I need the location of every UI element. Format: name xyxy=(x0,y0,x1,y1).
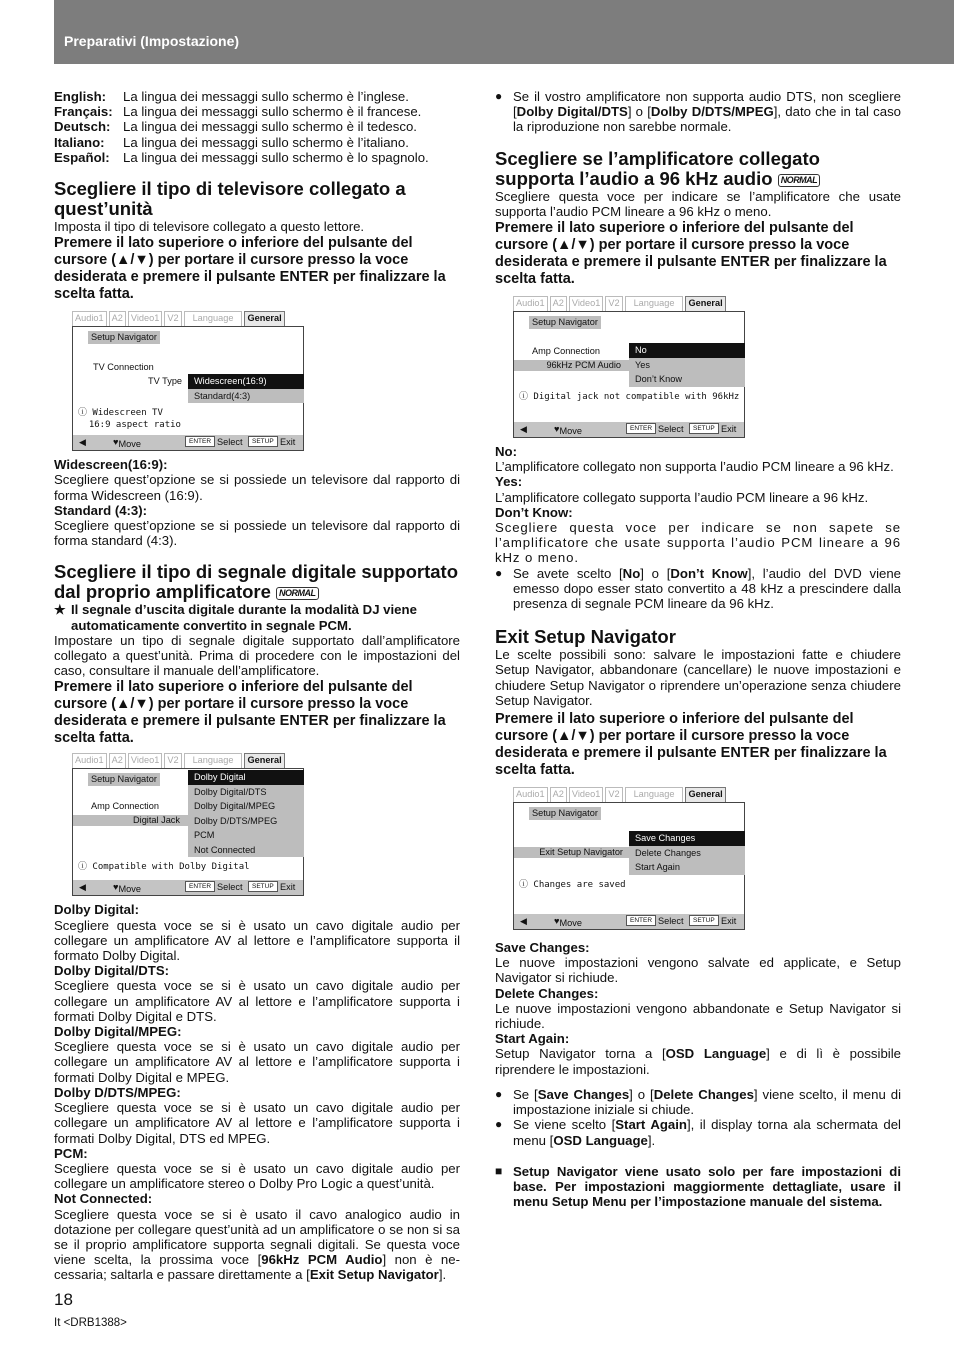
header-bar xyxy=(54,0,954,64)
page-number: 18 xyxy=(54,1290,73,1309)
exit-heading: Exit Setup Navigator xyxy=(495,626,676,648)
osd-tv-screen: Audio1 A2 Video1 V2 Language General Setup Navigator TV Connection TV Type Widescreen(16:9) Standard(4:3) ⓘ Widescreen TV 16:9 aspect ratio ◀ ♥ Move ENTER Select SETUP Exit xyxy=(72,311,304,451)
language-row: English: La lingua dei messaggi sullo schermo è l’inglese. xyxy=(54,89,409,104)
tv-heading: Scegliere il tipo di televisore collegato a quest’unità xyxy=(54,178,406,220)
osd-digital-screen: Audio1 A2 Video1 V2 Language General Setup Navigator Amp Connection Digital Jack Dolby Digital Dolby Digital/DTS Dolby Digital/MPEG Dolby D/DTS/MPEG PCM Not Connected ⓘ Compatible with Dolby Digital ◀ ♥ Move ENTER Select SETUP Exit xyxy=(72,753,304,896)
right-column: ● Se il vostro amplificatore non supporta audio DTS, non scegliere [Dolby Digital/DTS] o [Dolby D/DTS/MPEG], dato che in tal caso la riproduzione non sarebbe normale. Scegliere se l’amplificatore collegato supporta l’audio a 96 kHz audio NORMAL Scegliere questa voce per indicare se l’amplificatore che usate supporta l’audio PCM lineare a 96 kHz o meno. Premere il lato superiore o inferiore del pulsante del cursore (▲/▼) per portare il cursore presso la voce desiderata e premere il pulsante ENTER per finalizzare la scelta fatta. Audio1 A2 Video1 V2 Language General Setup Navigator Amp Connection 96kHz PCM Audio No Yes Don’t Know ⓘ Digital jack not compatible with 96kHz ◀ ♥ Move ENTER Select SETUP Exit No: L’amplificatore collegato non supporta l’audio PCM lineare a 96 kHz. Yes: L’amplificatore collegato supporta l’audio PCM lineare a 96 kHz. Don’t Know: Scegliere questa voce per indicare se non sapete se l’amplificatore che usate supporta l’audio PCM lineare a 96 kHz o meno. ● Se avete scelto [No] o [Don’t Know], l’audio del DVD viene emesso dopo esser stato convertito a 48 kHz a prescindere dalla presenza di segnale PCM lineare da 96 kHz. Exit Setup Navigator Le scelte possibili sono: salvare le impostazioni fatte e chiudere Setup Navigator, abbandonare (cancellare) le nuove impostazioni e chiudere Setup Navigator o riprendere un’operazione senza chiudere Setup Navigator. Premere il lato superiore o inferiore del pulsante del cursore (▲/▼) per portare il cursore presso la voce desiderata e premere il pulsante ENTER per finalizzare la scelta fatta. Audio1 A2 Video1 V2 Language General Setup Navigator Exit Setup Navigator Save Changes Delete Changes Start Again ⓘ Changes are saved ◀ ♥ Move ENTER Select SETUP Exit Save Changes: Le nuove impostazioni vengono salvate ed applicate, e Setup Navigator si richiude. Delete Changes: Le nuove impostazioni vengono abbandonate e Setup Navigator si richiude. Start Again: Setup Navigator torna a [OSD Language] e di lì è possibile riprendere le impostazioni. ● Se [Save Changes] o [Delete Changes] viene scelto, il menu di impostazione iniziale si chiude. ● Se viene scelto [Start Again], il display torna ala schermata del menu [OSD Language]. ■ Setup Navigator viene usato solo per fare impostazioni di base. Per impostazioni maggiormente dettagliate, usare il menu Setup Menu per l’impostazione manuale del sistema. xyxy=(495,89,902,1210)
osd-96khz-screen: Audio1 A2 Video1 V2 Language General Setup Navigator Amp Connection 96kHz PCM Audio No Yes Don’t Know ⓘ Digital jack not compatible with 96kHz ◀ ♥ Move ENTER Select SETUP Exit xyxy=(513,296,745,438)
dj-note: ★ Il segnale d’uscita digitale durante la modalità DJ viene automaticamente convertito in segnale PCM. xyxy=(54,602,417,633)
language-row: Deutsch: La lingua dei messaggi sullo schermo è il tedesco. xyxy=(54,119,417,135)
language-row: Español: La lingua dei messaggi sullo schermo è lo spagnolo. xyxy=(54,149,429,165)
normal-badge: NORMAL xyxy=(276,587,319,600)
tv-instruction: Premere il lato superiore o inferiore del pulsante del cursore (▲/▼) per portare il cursore presso la voce desiderata e premere il pulsante ENTER per finalizzare la scelta fatta. xyxy=(54,235,446,303)
language-row: Français: La lingua dei messaggi sullo schermo è il francese. xyxy=(54,104,422,120)
doc-code: It <DRB1388> xyxy=(54,1317,127,1329)
left-column: English: La lingua dei messaggi sullo schermo è l’inglese. Français: La lingua dei messaggi sullo schermo è il francese. Deutsch: La lingua dei messaggi sullo schermo è il tedesco. Italiano: La lingua dei messaggi sullo schermo è l’italiano. Español: La lingua dei messaggi sullo schermo è lo spagnolo. Scegliere il tipo di televisore collegato a quest’unità Imposta il tipo di televisore collegato a questo lettore. Premere il lato superiore o inferiore del pulsante del cursore (▲/▼) per portare il cursore presso la voce desiderata e premere il pulsante ENTER per finalizzare la scelta fatta. Audio1 A2 Video1 V2 Language General Setup Navigator TV Connection TV Type Widescreen(16:9) Standard(4:3) ⓘ Widescreen TV 16:9 aspect ratio ◀ ♥ Move ENTER Select SETUP Exit Widescreen(16:9): Scegliere quest’opzione se si possiede un televisore dal rapporto di forma Widescreen (16:9). Standard (4:3): Scegliere quest’opzione se si possiede un televisore dal rapporto di forma standard (4:3). Scegliere il tipo di segnale digitale supportato dal proprio amplificatore NORMAL ★ Il segnale d’uscita digitale durante la modalità DJ viene automaticamente convertito in segnale PCM. Impostare un tipo di segnale digitale supportato dall’amplificatore collegato a quest’unità. Prima di procedere con le impostazioni del caso, consultare il manuale dell’amplificatore. Premere il lato superiore o inferiore del pulsante del cursore (▲/▼) per portare il cursore presso la voce desiderata e premere il pulsante ENTER per finalizzare la scelta fatta. Audio1 A2 Video1 V2 Language General Setup Navigator Amp Connection Digital Jack Dolby Digital Dolby Digital/DTS Dolby Digital/MPEG Dolby D/DTS/MPEG PCM Not Connected ⓘ Compatible with Dolby Digital ◀ ♥ Move ENTER Select SETUP Exit Dolby Digital: Scegliere questa voce se si è usato un cavo digitale audio per collegare un amplificatore AV al lettore e l’amplificatore supporta il formato Dolby Digital. Dolby Digital/DTS: Scegliere questa voce se si è usato un cavo digitale audio per collegare un amplificatore AV al lettore e l’amplificatore supporta i formati Dolby Digital e DTS. Dolby Digital/MPEG: Scegliere questa voce se si è usato un cavo digitale audio per collegare un amplificatore AV al lettore e l’amplificatore supporta i formati Dolby Digital e MPEG. Dolby D/DTS/MPEG: Scegliere questa voce se si è usato un cavo digitale audio per collegare un amplificatore AV al lettore e l’amplificatore supporta i formati Dolby Digital, DTS ed MPEG. PCM: Scegliere questa voce se si è usato un cavo digitale audio per collegare un amplificatore stereo o Dolby Pro Logic a quest’unità. Not Connected: Scegliere questa voce se si è usato il cavo analogico audio in dotazione per collegare quest’unità ad un amplificatore o se non si sa se il proprio amplificatore supporta segnali digitali. Se questa voce viene scelta, la prossima voce [96kHz PCM Audio] non è necessaria; saltarla e passare direttamente a [Exit Setup Navigator]. xyxy=(54,89,460,1283)
language-list xyxy=(54,89,460,165)
khz-heading: Scegliere se l’amplificatore collegato supporta l’audio a 96 kHz audio NORMAL xyxy=(495,147,820,189)
language-row: Italiano: La lingua dei messaggi sullo schermo è l’italiano. xyxy=(54,134,409,150)
tv-intro: Imposta il tipo di televisore collegato a questo lettore. xyxy=(54,219,365,235)
osd-tabs: Audio1 A2 Video1 V2 Language General xyxy=(72,311,287,326)
section-title: Preparativi (Impostazione) xyxy=(64,33,240,49)
digital-heading: Scegliere il tipo di segnale digitale supportato dal proprio amplificatore NORMAL xyxy=(54,561,458,603)
dts-note: ● Se il vostro amplificatore non supporta audio DTS, non scegliere [Dolby Digital/DTS] o [Dolby D/DTS/MPEG], dato che in tal caso la riproduzione non sarebbe normale. xyxy=(495,89,902,135)
osd-exit-screen: Audio1 A2 Video1 V2 Language General Setup Navigator Exit Setup Navigator Save Changes Delete Changes Start Again ⓘ Changes are saved ◀ ♥ Move ENTER Select SETUP Exit xyxy=(513,787,745,930)
